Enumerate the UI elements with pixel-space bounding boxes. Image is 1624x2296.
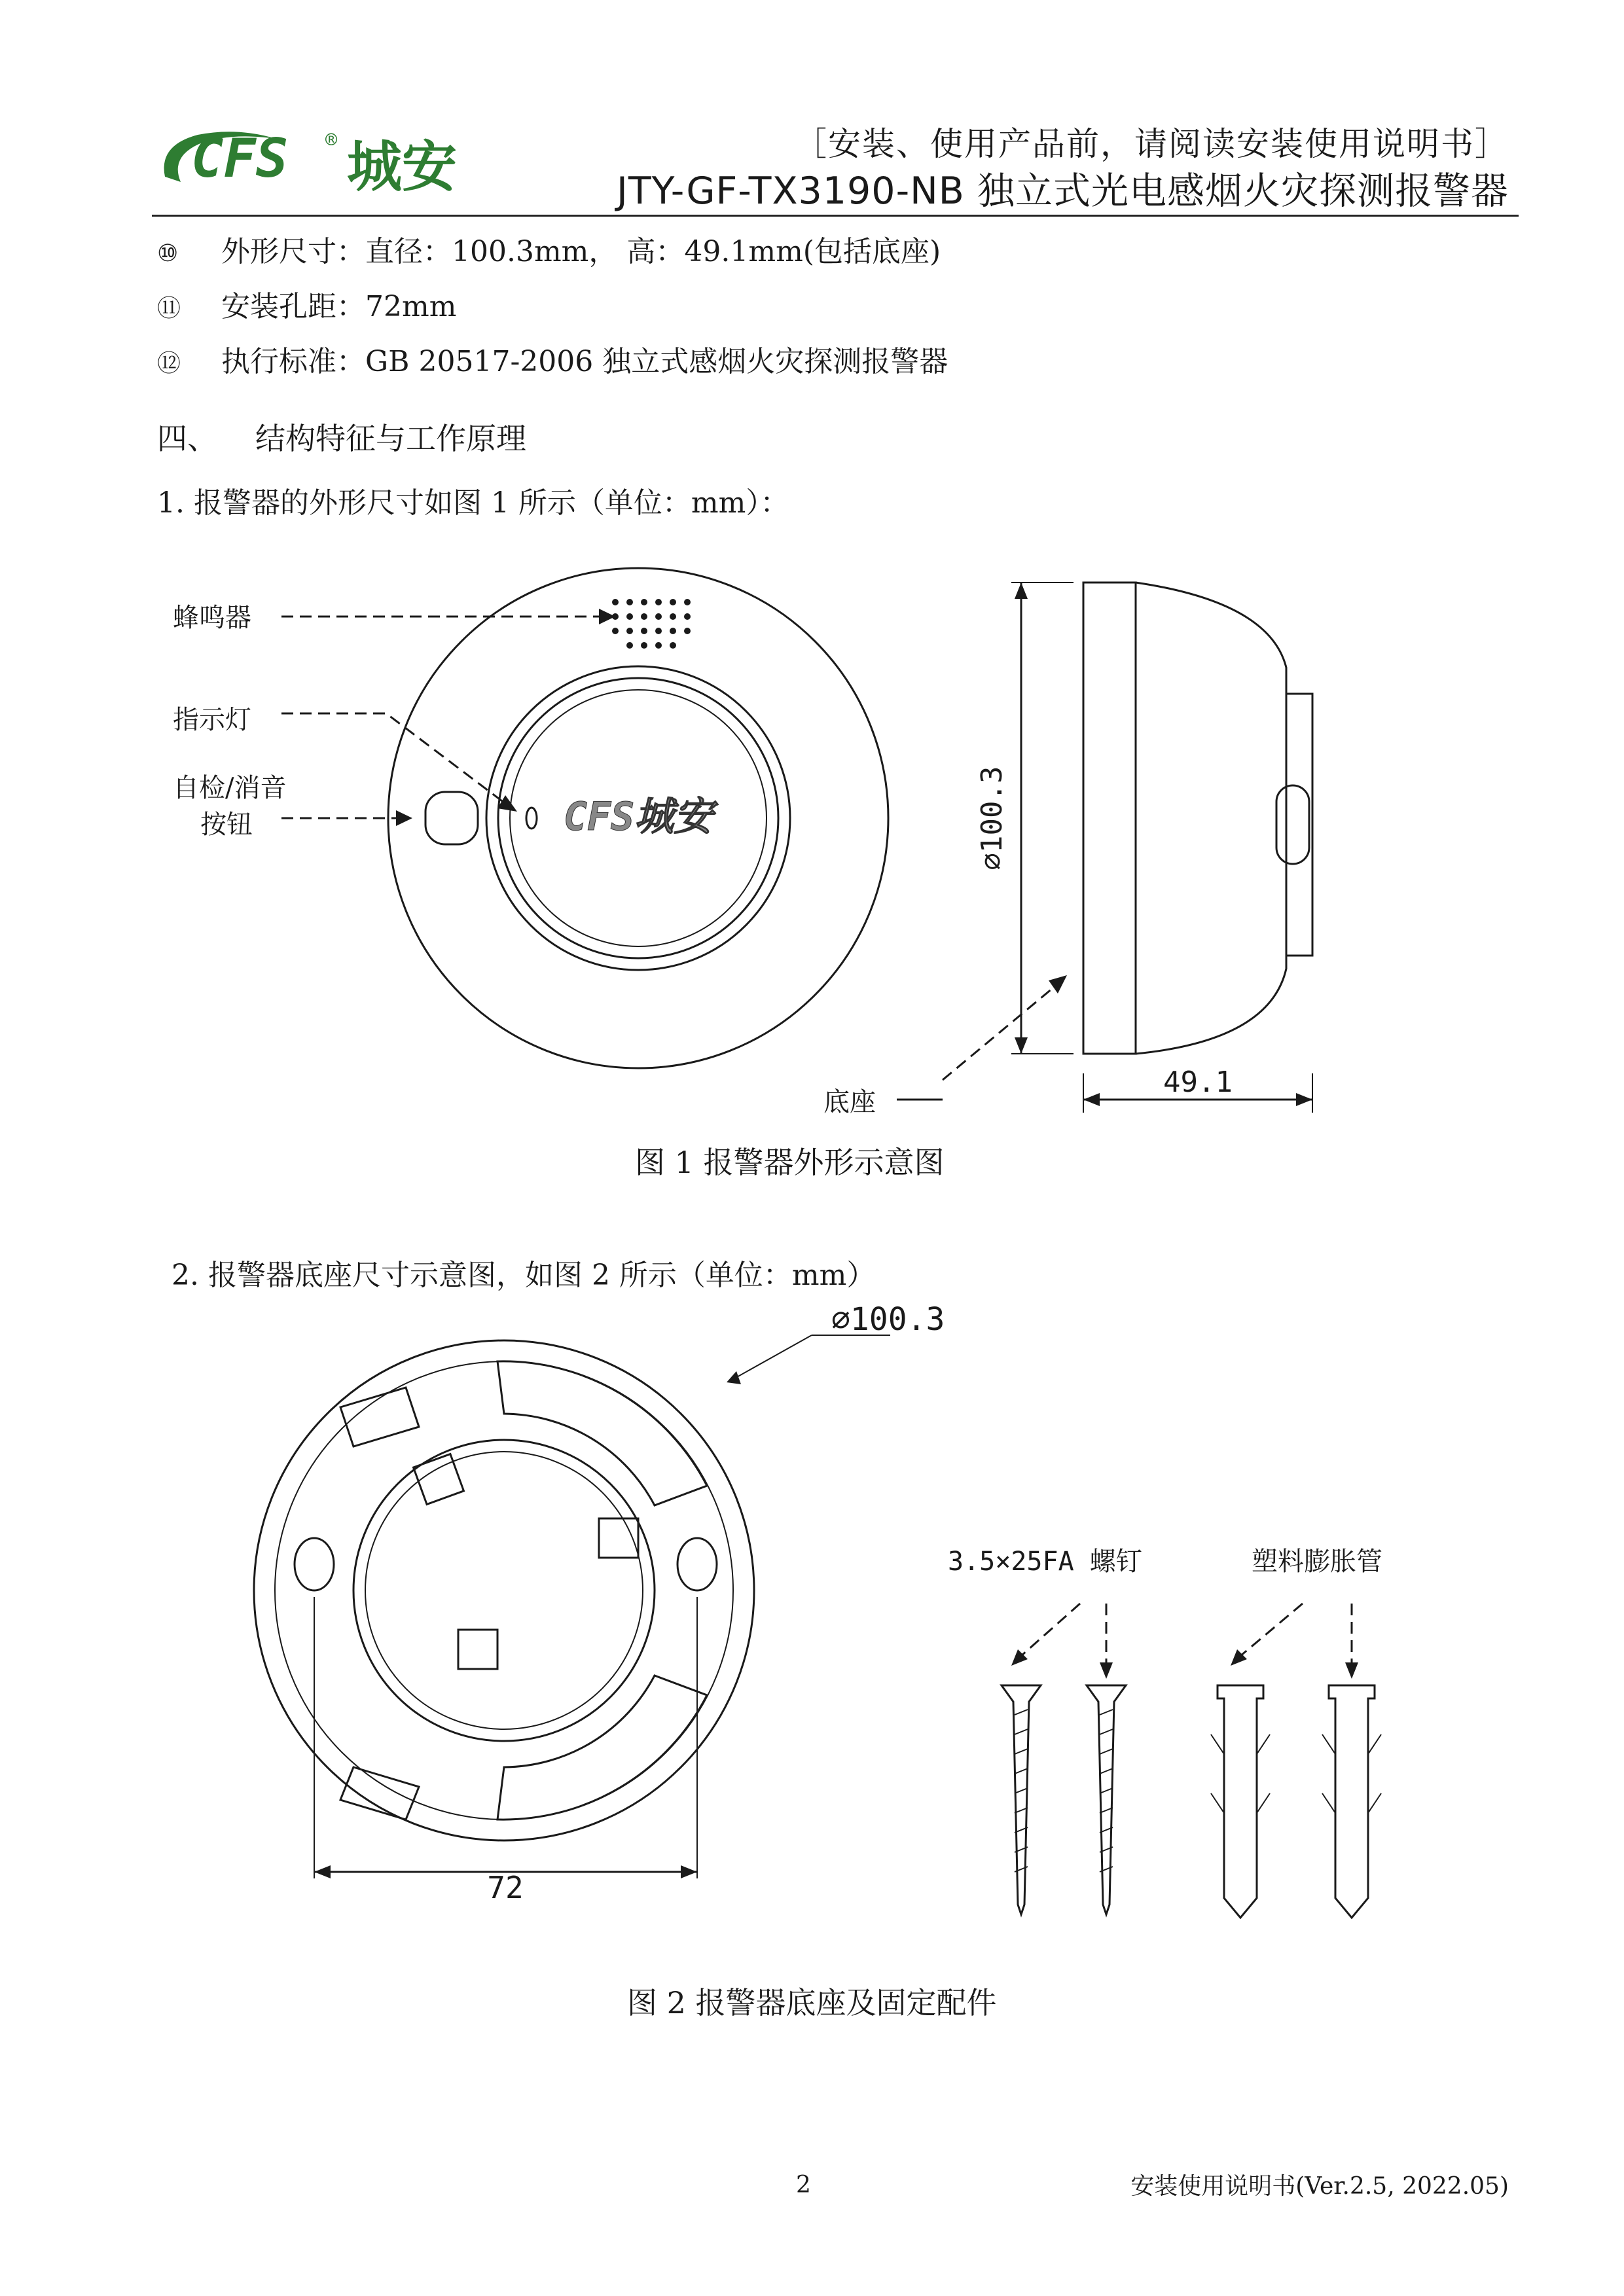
dim-height: 49.1 [1163, 1066, 1233, 1099]
label-anchor: 塑料膨胀管 [1252, 1547, 1382, 1577]
spec-num: ⑪ [157, 295, 181, 321]
screw-drawing [1001, 1685, 1126, 1914]
indicator-led [526, 808, 537, 829]
spec-text: 执行标准：GB 20517-2006 独立式感烟火灾探测报警器 [221, 345, 948, 378]
dim-hole-distance: 72 [487, 1870, 524, 1905]
section-title: 结构特征与工作原理 [255, 421, 526, 456]
label-screw: 3.5×25FA 螺钉 [948, 1547, 1142, 1577]
item-2-text: 2. 报警器底座尺寸示意图，如图 2 所示（单位：mm） [171, 1259, 876, 1292]
device-logo: CFS城安 [563, 794, 713, 840]
spec-text: 安装孔距：72mm [221, 290, 457, 323]
anchor-drawing [1218, 1685, 1375, 1918]
label-base: 底座 [823, 1087, 876, 1117]
page-number: 2 [796, 2172, 811, 2198]
dim-diameter-base: ⌀100.3 [831, 1301, 945, 1338]
spec-num: ⑫ [157, 350, 181, 376]
label-button-line2: 按钮 [200, 810, 253, 840]
logo-reg: ® [325, 129, 338, 152]
label-buzzer: 蜂鸣器 [173, 603, 251, 633]
document-title: JTY-GF-TX3190-NB 独立式光电感烟火灾探测报警器 [617, 170, 1509, 213]
spec-text: 外形尺寸：直径：100.3mm， 高：49.1mm(包括底座) [221, 235, 941, 268]
figure-1-caption: 图 1 报警器外形示意图 [635, 1145, 945, 1180]
section-num: 四、 [157, 421, 217, 456]
spec-num: ⑩ [157, 240, 179, 266]
footer-doc: 安装使用说明书(Ver.2.5, 2022.05) [1130, 2173, 1509, 2200]
dim-diameter-side: ⌀100.3 [975, 766, 1009, 870]
header-note: ［安装、使用产品前，请阅读安装使用说明书］ [794, 125, 1509, 163]
logo-text: CFS [191, 128, 289, 190]
logo-cn: 城安 [347, 135, 458, 199]
test-silence-button [425, 792, 478, 844]
label-indicator: 指示灯 [173, 705, 251, 735]
label-button-line1: 自检/消音 [173, 773, 287, 803]
figure-2-caption: 图 2 报警器底座及固定配件 [627, 1985, 997, 2020]
item-1-text: 1. 报警器的外形尺寸如图 1 所示（单位：mm）： [157, 486, 789, 520]
